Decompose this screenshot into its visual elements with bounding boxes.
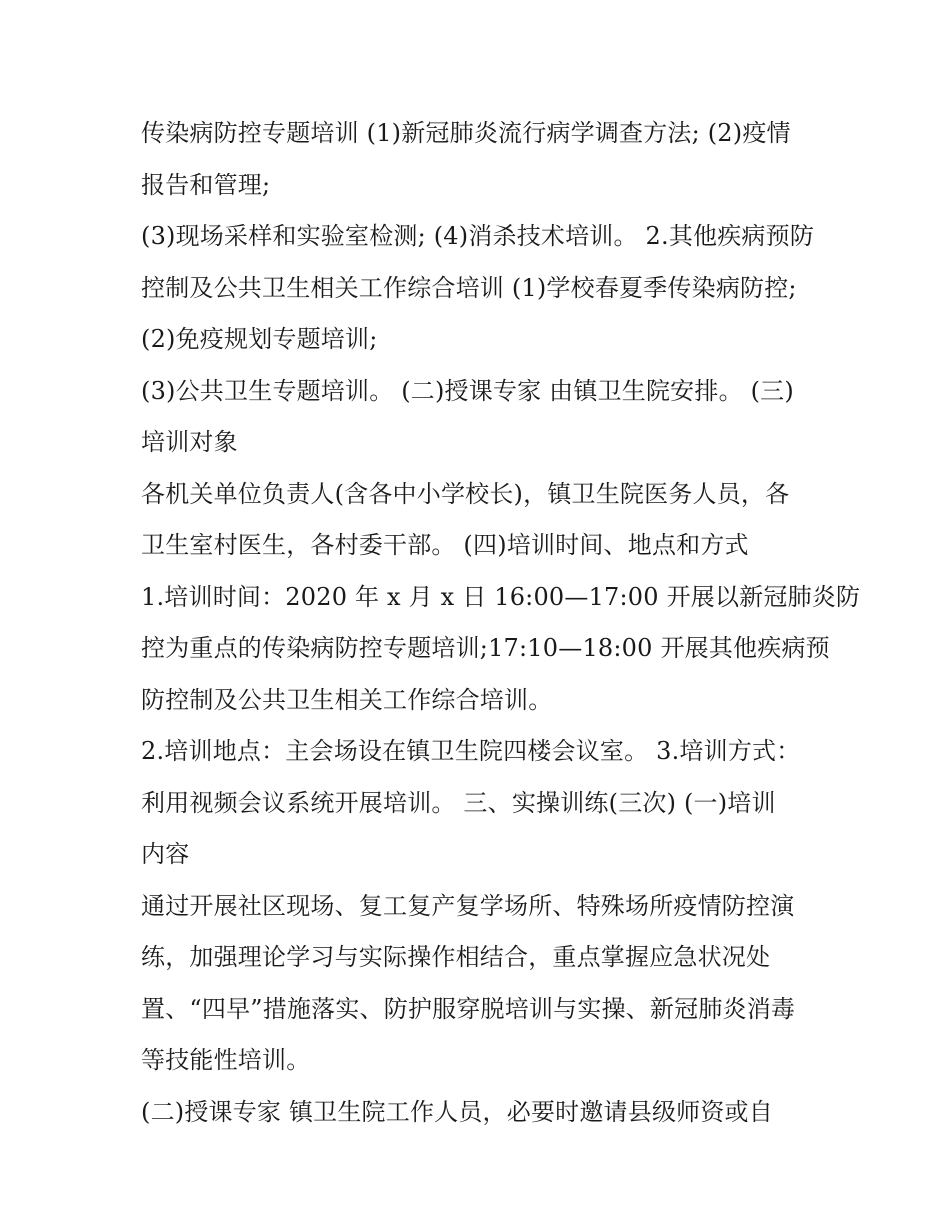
- text-line: 传染病防控专题培训 (1)新冠肺炎流行病学调查方法; (2)疫情: [141, 119, 791, 147]
- text-line: 1.培训时间：2020 年 x 月 x 日 16:00—17:00 开展以新冠肺炎防: [141, 582, 861, 611]
- text-line: 控制及公共卫生相关工作综合培训 (1)学校春夏季传染病防控;: [141, 273, 797, 302]
- text-line: 各机关单位负责人(含各中小学校长)，镇卫生院医务人员，各: [141, 479, 790, 508]
- document-body: [141, 108, 861, 1138]
- text-line: 培训对象: [141, 428, 238, 456]
- text-line: (二)授课专家 镇卫生院工作人员，必要时邀请县级师资或自: [141, 1097, 773, 1126]
- text-line: 等技能性培训。: [141, 1046, 311, 1074]
- text-line: (3)公共卫生专题培训。 (二)授课专家 由镇卫生院安排。 (三): [141, 376, 794, 405]
- text-line: 利用视频会议系统开展培训。 三、实操训练(三次) (一)培训: [141, 788, 776, 817]
- text-line: (3)现场采样和实验室检测; (4)消杀技术培训。 2.其他疾病预防: [141, 222, 815, 250]
- text-line: 练，加强理论学习与实际操作相结合，重点掌握应急状况处: [141, 943, 771, 971]
- text-line: 内容: [141, 840, 190, 868]
- text-line: 通过开展社区现场、复工复产复学场所、特殊场所疫情防控演: [141, 891, 795, 920]
- text-line: 防控制及公共卫生相关工作综合培训。: [141, 685, 553, 714]
- text-line: 控为重点的传染病防控专题培训;17:10—18:00 开展其他疾病预: [141, 634, 830, 662]
- text-line: 2.培训地点：主会场设在镇卫生院四楼会议室。 3.培训方式：: [141, 737, 801, 765]
- text-line: 报告和管理;: [141, 170, 271, 199]
- text-line: 置、“四早”措施落实、防护服穿脱培训与实操、新冠肺炎消毒: [141, 994, 796, 1023]
- text-line: 卫生室村医生，各村委干部。 (四)培训时间、地点和方式: [141, 531, 749, 559]
- text-line: (2)免疫规划专题培训;: [141, 325, 378, 353]
